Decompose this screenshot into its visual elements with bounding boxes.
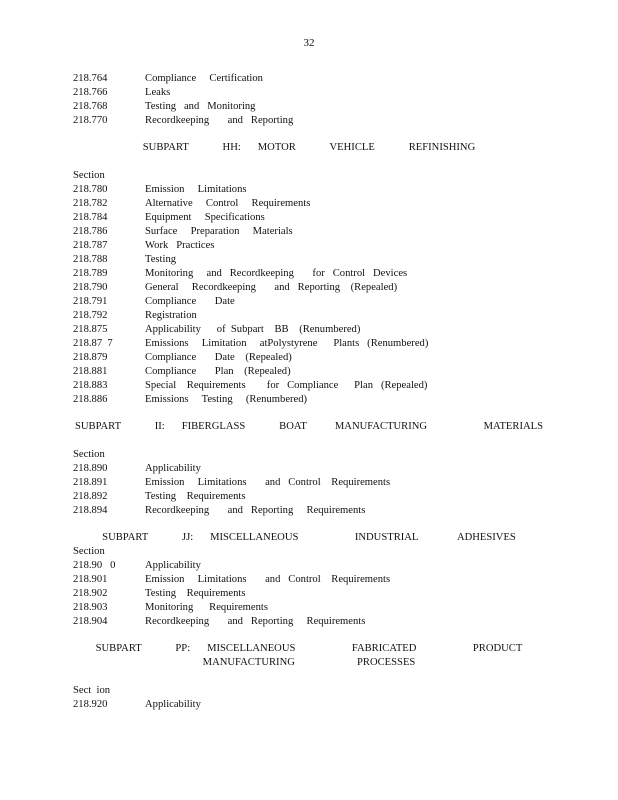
section-title: Compliance Date [145,296,235,307]
toc-entry [0,476,618,490]
section-number: 218.791 [73,296,108,307]
section-number: 218.892 [73,491,108,502]
section-title: Compliance Plan (Repealed) [145,366,291,377]
toc-entry [0,365,618,379]
section-number: 218.920 [73,699,108,710]
toc-entry [0,351,618,365]
section-number: 218.902 [73,588,108,599]
toc-entry [0,504,618,518]
toc-entry [0,573,618,587]
toc-entry [0,393,618,407]
section-number: 218.788 [73,254,108,265]
section-title: Testing Requirements [145,588,246,599]
subpart-heading: SUBPART II: FIBERGLASS BOAT MANUFACTURING MATERIALS [74,421,544,432]
section-title: Emission Limitations [145,184,247,195]
section-number: 218.790 [73,282,108,293]
section-title: Compliance Date (Repealed) [145,352,292,363]
toc-entry [0,323,618,337]
toc-entry [0,211,618,225]
section-title: Applicability of Subpart BB (Renumbered) [145,324,361,335]
section-number: 218.875 [73,324,108,335]
toc-entry [0,615,618,629]
toc-entry [0,587,618,601]
section-number: 218.780 [73,184,108,195]
section-number: 218.766 [73,87,108,98]
section-title: Recordkeeping and Reporting Requirements [145,616,366,627]
section-title: Surface Preparation Materials [145,226,293,237]
section-title: Recordkeeping and Reporting Requirements [145,505,366,516]
section-number: 218.787 [73,240,108,251]
section-number: 218.903 [73,602,108,613]
section-title: Testing Requirements [145,491,246,502]
section-column-label: Section [73,170,105,181]
toc-entry [0,295,618,309]
toc-entry [0,309,618,323]
toc-entry [0,281,618,295]
section-number: 218.789 [73,268,108,279]
section-title: Alternative Control Requirements [145,198,311,209]
section-number: 218.894 [73,505,108,516]
toc-entry [0,601,618,615]
section-number: 218.883 [73,380,108,391]
page-number: 32 [303,37,315,49]
section-column-label: Section [73,449,105,460]
section-title: Applicability [145,699,201,710]
toc-entry [0,267,618,281]
section-number: 218.879 [73,352,108,363]
toc-entry [0,225,618,239]
section-list [0,462,618,518]
section-title: Monitoring and Recordkeeping for Control Devices [145,268,408,279]
subpart-heading: SUBPART PP: MISCELLANEOUS FABRICATED PRODUCT [95,643,523,654]
toc-entry [0,86,618,100]
section-number: 218.890 [73,463,108,474]
subpart-heading: SUBPART JJ: MISCELLANEOUS INDUSTRIAL ADHESIVES [102,532,516,543]
toc-entry [0,197,618,211]
section-number: 218.768 [73,101,108,112]
section-number: 218.90 0 [73,560,116,571]
toc-entry [0,100,618,114]
section-column-label: Section [73,546,105,557]
section-number: 218.782 [73,198,108,209]
section-title: Emissions Limitation atPolystyrene Plants (Renumbered) [145,338,429,349]
toc-entry [0,698,618,712]
section-title: Emission Limitations and Control Requirements [145,574,391,585]
toc-entry [0,72,618,86]
section-title: General Recordkeeping and Reporting (Repealed) [145,282,398,293]
section-title: Leaks [145,87,171,98]
toc-entry [0,239,618,253]
table-of-contents [0,72,618,712]
section-number: 218.87 7 [73,338,113,349]
section-title: Recordkeeping and Reporting [145,115,294,126]
section-number: 218.904 [73,616,108,627]
section-title: Testing and Monitoring [145,101,256,112]
toc-entry [0,559,618,573]
toc-entry [0,183,618,197]
toc-entry [0,462,618,476]
section-number: 218.784 [73,212,108,223]
section-number: 218.764 [73,73,108,84]
section-title: Compliance Certification [145,73,263,84]
section-title: Applicability [145,560,201,571]
section-title: Special Requirements for Compliance Plan (Repealed) [145,380,428,391]
subpart-heading-continued: MANUFACTURING PROCESSES [202,657,416,668]
section-title: Testing [145,254,177,265]
section-number: 218.770 [73,115,108,126]
section-list [0,183,618,407]
section-number: 218.891 [73,477,108,488]
toc-entry [0,337,618,351]
section-title: Emissions Testing (Renumbered) [145,394,308,405]
section-number: 218.786 [73,226,108,237]
section-title: Emission Limitations and Control Requirements [145,477,391,488]
section-list [0,698,618,712]
section-title: Applicability [145,463,201,474]
toc-entry [0,379,618,393]
section-list [0,559,618,629]
subpart-heading: SUBPART HH: MOTOR VEHICLE REFINISHING [142,142,476,153]
section-column-label: Sect ion [73,685,111,696]
toc-entry [0,490,618,504]
section-number: 218.901 [73,574,108,585]
section-title: Monitoring Requirements [145,602,268,613]
section-title: Registration [145,310,197,321]
toc-entry [0,253,618,267]
section-list [0,72,618,128]
toc-entry [0,114,618,128]
section-number: 218.881 [73,366,108,377]
section-title: Work Practices [145,240,215,251]
section-title: Equipment Specifications [145,212,265,223]
section-number: 218.792 [73,310,108,321]
section-number: 218.886 [73,394,108,405]
